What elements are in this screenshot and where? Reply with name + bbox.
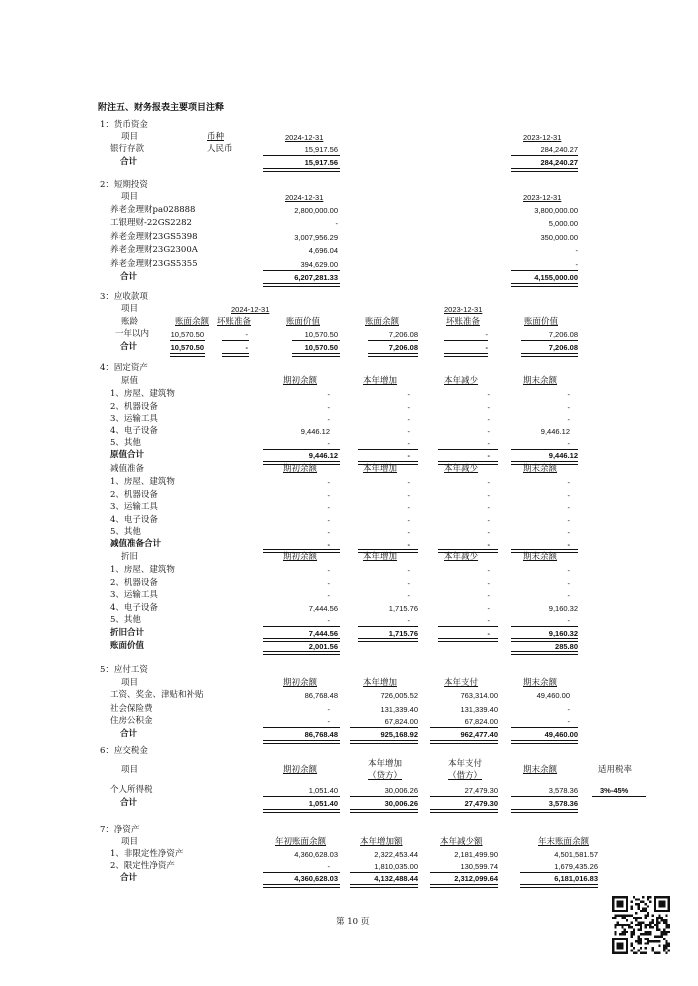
fa-col-begin: 期初余额	[283, 376, 318, 386]
double-rule	[263, 740, 340, 744]
tax-col-paid: 本年支付	[447, 759, 482, 769]
rule	[444, 340, 488, 341]
fa-row-value: -	[407, 591, 410, 600]
rule	[368, 340, 418, 341]
double-rule	[350, 809, 418, 813]
fa-col-increase: 本年增加	[363, 376, 398, 386]
fa-row-value: -	[567, 616, 570, 625]
fa-row-name: 5、其他	[110, 438, 141, 448]
receivable-total-value: 7,206.08	[388, 343, 418, 352]
fa-row-value: -	[567, 478, 570, 487]
fa-row-value: -	[567, 516, 570, 525]
short-inv-total-2023: 4,155,000.00	[534, 273, 578, 282]
receivable-total-value: -	[485, 343, 488, 352]
payroll-total-value: 962,477.40	[460, 730, 498, 739]
fa-row-value: -	[567, 403, 570, 412]
net-assets-col-begin: 年初账面余额	[275, 837, 327, 847]
fa-impairment-total: -	[327, 540, 330, 549]
page-number: 第 10 页	[336, 917, 370, 927]
double-rule	[170, 353, 205, 357]
fa-row-value: -	[567, 390, 570, 399]
short-inv-row-name: 养老金理财pa028888	[110, 205, 196, 215]
fa-row-value: -	[407, 616, 410, 625]
rule	[511, 449, 578, 450]
net-assets-row-value: 1,679,435.26	[554, 862, 598, 871]
rule	[511, 626, 578, 627]
fa-row-value: -	[487, 604, 490, 613]
short-inv-col-2023: 2023-12-31	[523, 193, 562, 202]
short-inv-row-name: 养老金理财23GS5355	[110, 259, 198, 269]
net-assets-col-increase: 本年增加额	[360, 837, 403, 847]
receivable-total-value: 7,206.08	[548, 343, 578, 352]
fa-row-name: 4、电子设备	[110, 426, 158, 436]
fa-col-increase: 本年增加	[363, 552, 398, 562]
section-short-investment-heading: 2：短期投资	[100, 180, 148, 190]
fa-row-value: -	[567, 579, 570, 588]
receivable-total-value: -	[245, 343, 248, 352]
fa-row-value: -	[407, 439, 410, 448]
tax-row-rate: 3%-45%	[600, 786, 629, 795]
short-inv-total-2024: 6,207,281.33	[294, 273, 338, 282]
short-inv-row-2023: 5,000.00	[548, 219, 578, 228]
fa-row-name: 3、运输工具	[110, 414, 158, 424]
payroll-row-name: 社会保险费	[110, 704, 153, 714]
tax-total-value: 3,578.36	[548, 799, 578, 808]
fa-row-value: -	[487, 591, 490, 600]
payroll-row-value: -	[567, 705, 570, 714]
receivable-total-value: 10,570.50	[170, 343, 204, 352]
fa-row-value: -	[327, 439, 330, 448]
cash-row-2024: 15,917.56	[304, 145, 338, 154]
section-fixed-assets-heading: 4：固定资产	[100, 363, 148, 373]
fa-row-value: -	[327, 591, 330, 600]
fa-row-value: -	[407, 579, 410, 588]
cash-row-name: 银行存款	[110, 144, 145, 154]
fa-col-begin: 期初余额	[283, 552, 318, 562]
net-assets-col-end: 年末账面余额	[538, 837, 590, 847]
receivable-sub-book-value: 账面价值	[286, 317, 321, 327]
payroll-row-value: 131,339.40	[380, 705, 418, 714]
fa-row-value: -	[327, 579, 330, 588]
fa-row-name: 2、机器设备	[110, 578, 158, 588]
double-rule	[292, 353, 340, 357]
rule	[430, 727, 498, 728]
fa-original-total-label: 原值合计	[110, 450, 145, 460]
rule	[263, 626, 340, 627]
short-inv-row-name: 工银理财-22GS2282	[110, 218, 192, 228]
short-inv-row-2024: 4,696.04	[308, 246, 338, 255]
fa-row-value: -	[567, 503, 570, 512]
tax-row-value: 3,578.36	[548, 786, 578, 795]
payroll-row-value: -	[327, 717, 330, 726]
double-rule	[222, 353, 249, 357]
rule	[430, 796, 498, 797]
receivable-total-value: 10,570.50	[304, 343, 338, 352]
double-rule	[444, 353, 488, 357]
fa-row-value: -	[407, 403, 410, 412]
payroll-col-paid: 本年支付	[444, 678, 479, 688]
double-rule	[511, 651, 578, 655]
fa-original-total: 9,446.12	[548, 451, 578, 460]
fa-row-value: -	[487, 427, 490, 436]
fa-row-value: -	[407, 427, 410, 436]
fa-depreciation-total: 9,160.32	[548, 629, 578, 638]
payroll-row-value: 726,005.52	[380, 691, 418, 700]
payroll-row-value: -	[567, 717, 570, 726]
receivable-col-2023: 2023-12-31	[444, 305, 483, 314]
payroll-row-value: 86,768.48	[304, 691, 338, 700]
cash-total-2024: 15,917.56	[304, 158, 338, 167]
fa-col-end: 期末余额	[523, 464, 558, 474]
receivable-row-value: -	[485, 330, 488, 339]
fa-row-value: 9,446.12	[540, 427, 570, 436]
section-net-assets-heading: 7：净资产	[100, 825, 140, 835]
receivable-row-name: 一年以内	[115, 329, 150, 339]
double-rule	[263, 651, 340, 655]
net-assets-row-value: 2,181,499.90	[454, 850, 498, 859]
rule	[511, 727, 578, 728]
section-payroll-heading: 5：应付工资	[100, 665, 148, 675]
fa-impairment-total-label: 减值准备合计	[110, 539, 162, 549]
fa-row-value: -	[487, 516, 490, 525]
cash-col-2023: 2023-12-31	[523, 133, 562, 142]
fa-row-name: 4、电子设备	[110, 603, 158, 613]
net-assets-col-item: 项目	[121, 837, 139, 847]
section-cash-heading: 1：货币资金	[100, 120, 148, 130]
section-tax-heading: 6：应交税金	[100, 746, 148, 756]
cash-total-2023: 284,240.27	[540, 158, 578, 167]
fa-row-value: -	[327, 566, 330, 575]
fa-row-value: -	[487, 528, 490, 537]
fa-row-name: 2、机器设备	[110, 490, 158, 500]
fa-row-name: 3、运输工具	[110, 502, 158, 512]
rule	[170, 340, 205, 341]
receivable-col-2024: 2024-12-31	[231, 305, 270, 314]
tax-row-value: 27,479.30	[464, 786, 498, 795]
rule	[592, 796, 646, 797]
net-assets-row-name: 2、限定性净资产	[110, 861, 175, 871]
net-assets-total-label: 合计	[120, 873, 138, 883]
short-inv-row-2024: 3,007,956.29	[294, 233, 338, 242]
double-rule	[263, 884, 340, 888]
fa-row-name: 4、电子设备	[110, 515, 158, 525]
fa-depreciation-total-label: 折旧合计	[110, 628, 145, 638]
fa-row-value: -	[487, 579, 490, 588]
fa-row-name: 3、运输工具	[110, 590, 158, 600]
rule	[511, 270, 578, 271]
net-assets-row-value: -	[327, 862, 330, 871]
short-inv-total-label: 合计	[120, 272, 138, 282]
fa-col-decrease: 本年减少	[444, 552, 479, 562]
net-assets-row-value: 4,360,628.03	[294, 850, 338, 859]
receivable-total-label: 合计	[120, 342, 138, 352]
fa-row-value: -	[327, 616, 330, 625]
fa-row-value: -	[407, 503, 410, 512]
receivable-row-value: 7,206.08	[548, 330, 578, 339]
rule	[438, 449, 498, 450]
fa-row-name: 1、房屋、建筑物	[110, 565, 175, 575]
fa-row-value: -	[327, 478, 330, 487]
tax-col-end: 期末余额	[523, 765, 558, 775]
tax-col-item: 项目	[121, 765, 139, 775]
tax-col-rate: 适用税率	[598, 765, 633, 775]
rule	[438, 626, 498, 627]
fixed-assets-depreciation-title: 折旧	[121, 552, 139, 562]
double-rule	[263, 168, 340, 172]
fa-row-value: -	[407, 390, 410, 399]
short-inv-row-2023: 350,000.00	[540, 233, 578, 242]
payroll-row-value: 49,460.00	[536, 691, 570, 700]
double-rule	[511, 740, 578, 744]
receivable-sub-book-value: 账面价值	[524, 317, 559, 327]
rule	[263, 796, 340, 797]
document-title: 附注五、财务报表主要项目注释	[98, 103, 225, 113]
fa-row-value: 7,444.56	[308, 604, 338, 613]
double-rule	[368, 353, 418, 357]
net-assets-total-value: 6,181,016.83	[554, 874, 598, 883]
fa-row-name: 2、机器设备	[110, 402, 158, 412]
fa-row-value: -	[407, 528, 410, 537]
net-assets-row-value: 1,810,035.00	[374, 862, 418, 871]
rule	[222, 340, 249, 341]
payroll-total-label: 合计	[120, 729, 138, 739]
double-rule	[263, 283, 340, 287]
fa-row-value: -	[567, 415, 570, 424]
net-assets-total-value: 4,360,628.03	[294, 874, 338, 883]
short-inv-row-2024: 394,629.00	[300, 260, 338, 269]
net-assets-row-value: 4,501,581.57	[554, 850, 598, 859]
fa-row-value: -	[327, 403, 330, 412]
short-inv-row-2023: -	[575, 246, 578, 255]
cash-total-label: 合计	[120, 157, 138, 167]
fa-row-value: 9,160.32	[548, 604, 578, 613]
double-rule	[350, 740, 418, 744]
fa-row-value: 9,446.12	[300, 427, 330, 436]
tax-col-increase-note: （贷方）	[367, 771, 402, 781]
tax-total-value: 27,479.30	[464, 799, 498, 808]
cash-col-item: 项目	[121, 132, 139, 142]
rule	[292, 340, 340, 341]
fa-row-value: -	[487, 403, 490, 412]
cash-row-2023: 284,240.27	[540, 145, 578, 154]
fa-original-total: -	[487, 451, 490, 460]
tax-row-name: 个人所得税	[110, 785, 153, 795]
rule	[350, 796, 418, 797]
short-inv-row-2024: 2,800,000.00	[294, 206, 338, 215]
double-rule	[430, 884, 498, 888]
fa-row-value: -	[567, 566, 570, 575]
receivable-row-value: 10,570.50	[170, 330, 204, 339]
payroll-row-value: 67,824.00	[384, 717, 418, 726]
fixed-assets-original-title: 原值	[121, 376, 139, 386]
rule	[263, 155, 340, 156]
receivable-col-item: 项目	[121, 304, 139, 314]
fa-row-value: -	[487, 503, 490, 512]
payroll-col-increase: 本年增加	[363, 678, 398, 688]
payroll-total-value: 86,768.48	[304, 730, 338, 739]
receivable-row-value: 7,206.08	[388, 330, 418, 339]
fa-col-end: 期末余额	[523, 376, 558, 386]
fa-impairment-total: -	[487, 540, 490, 549]
fa-row-value: -	[407, 478, 410, 487]
net-assets-total-value: 4,132,488.44	[374, 874, 418, 883]
rule	[358, 449, 418, 450]
fa-row-name: 5、其他	[110, 527, 141, 537]
tax-row-value: 1,051.40	[308, 786, 338, 795]
fa-book-value-label: 账面价值	[110, 641, 145, 651]
net-assets-row-value: 2,322,453.44	[374, 850, 418, 859]
receivable-sub-balance: 账面余额	[175, 317, 210, 327]
short-inv-col-item: 项目	[121, 192, 139, 202]
rule	[263, 449, 340, 450]
receivable-sub-aging: 账龄	[121, 317, 139, 327]
net-assets-row-name: 1、非限定性净资产	[110, 849, 184, 859]
payroll-row-value: 763,314.00	[460, 691, 498, 700]
fa-col-decrease: 本年减少	[444, 376, 479, 386]
rule	[263, 872, 340, 873]
short-inv-row-name: 养老金理财23GS5398	[110, 232, 198, 242]
tax-total-value: 30,006.26	[384, 799, 418, 808]
fa-row-value: -	[407, 566, 410, 575]
fa-depreciation-total: 1,715.76	[388, 629, 418, 638]
short-inv-row-2024: -	[335, 219, 338, 228]
double-rule	[520, 884, 598, 888]
double-rule	[430, 809, 498, 813]
tax-row-value: 30,006.26	[384, 786, 418, 795]
cash-col-currency: 币种	[207, 132, 225, 142]
fa-row-value: -	[407, 491, 410, 500]
payroll-col-item: 项目	[121, 678, 139, 688]
fa-original-total: 9,446.12	[308, 451, 338, 460]
payroll-row-value: -	[327, 705, 330, 714]
tax-total-label: 合计	[120, 798, 138, 808]
fa-row-value: -	[487, 415, 490, 424]
double-rule	[511, 809, 578, 813]
fa-row-name: 5、其他	[110, 615, 141, 625]
rule	[358, 626, 418, 627]
double-rule	[263, 809, 340, 813]
cash-col-2024: 2024-12-31	[285, 133, 324, 142]
fa-row-value: -	[567, 528, 570, 537]
payroll-col-begin: 期初余额	[283, 678, 318, 688]
fa-depreciation-total: 7,444.56	[308, 629, 338, 638]
fa-col-increase: 本年增加	[363, 464, 398, 474]
fa-row-name: 1、房屋、建筑物	[110, 477, 175, 487]
double-rule	[358, 638, 418, 642]
fa-col-decrease: 本年减少	[444, 464, 479, 474]
net-assets-col-decrease: 本年减少额	[440, 837, 483, 847]
fa-depreciation-total: -	[487, 629, 490, 638]
payroll-row-value: 131,339.40	[460, 705, 498, 714]
rule	[350, 872, 418, 873]
cash-row-currency: 人民币	[207, 144, 233, 154]
tax-col-increase: 本年增加	[367, 759, 402, 769]
fa-impairment-total: -	[567, 540, 570, 549]
fa-book-value-begin: 2,001.56	[308, 642, 338, 651]
fa-row-value: -	[487, 439, 490, 448]
fa-row-value: -	[487, 566, 490, 575]
rule	[263, 270, 340, 271]
fa-row-value: -	[567, 591, 570, 600]
fa-row-value: -	[487, 478, 490, 487]
payroll-total-value: 49,460.00	[544, 730, 578, 739]
tax-total-value: 1,051.40	[308, 799, 338, 808]
payroll-total-value: 925,168.92	[380, 730, 418, 739]
tax-col-begin: 期初余额	[283, 765, 318, 775]
payroll-row-name: 工资、奖金、津贴和补贴	[110, 690, 204, 700]
fa-row-value: -	[327, 503, 330, 512]
receivable-sub-balance: 账面余额	[365, 317, 400, 327]
tax-col-paid-note: （借方）	[447, 771, 482, 781]
qr-code-icon	[612, 896, 670, 954]
rule	[350, 727, 418, 728]
section-receivable-heading: 3：应收款项	[100, 292, 148, 302]
receivable-sub-bad-debt: 坏账准备	[446, 317, 481, 327]
fa-book-value-end: 285.80	[555, 642, 578, 651]
fa-row-value: -	[487, 390, 490, 399]
double-rule	[438, 638, 498, 642]
fa-row-value: -	[327, 415, 330, 424]
double-rule	[521, 353, 578, 357]
payroll-row-value: 67,824.00	[464, 717, 498, 726]
fa-row-value: -	[327, 528, 330, 537]
short-inv-row-2023: -	[575, 260, 578, 269]
fa-row-value: -	[487, 616, 490, 625]
fa-row-value: -	[327, 390, 330, 399]
rule	[511, 155, 578, 156]
fa-row-value: -	[407, 415, 410, 424]
rule	[511, 796, 578, 797]
fa-col-begin: 期初余额	[283, 464, 318, 474]
payroll-col-end: 期末余额	[523, 678, 558, 688]
fa-row-value: -	[487, 491, 490, 500]
short-inv-row-name: 养老金理财23G2300A	[110, 245, 198, 255]
fa-row-value: -	[567, 439, 570, 448]
net-assets-total-value: 2,312,099.64	[454, 874, 498, 883]
fa-impairment-total: -	[407, 540, 410, 549]
rule	[520, 872, 598, 873]
fa-col-end: 期末余额	[523, 552, 558, 562]
double-rule	[430, 740, 498, 744]
fa-row-value: -	[567, 491, 570, 500]
fa-row-name: 1、房屋、建筑物	[110, 389, 175, 399]
fa-row-value: 1,715.76	[388, 604, 418, 613]
receivable-row-value: -	[245, 330, 248, 339]
net-assets-row-value: 130,599.74	[460, 862, 498, 871]
short-inv-col-2024: 2024-12-31	[285, 193, 324, 202]
fa-row-value: -	[327, 491, 330, 500]
fa-row-value: -	[407, 516, 410, 525]
fa-row-value: -	[327, 516, 330, 525]
receivable-row-value: 10,570.50	[304, 330, 338, 339]
receivable-sub-bad-debt: 坏账准备	[217, 317, 252, 327]
fa-original-total: -	[407, 451, 410, 460]
fixed-assets-impairment-title: 减值准备	[110, 464, 145, 474]
rule	[521, 340, 578, 341]
payroll-row-name: 住房公积金	[110, 716, 153, 726]
rule	[430, 872, 498, 873]
short-inv-row-2023: 3,800,000.00	[534, 206, 578, 215]
double-rule	[511, 168, 578, 172]
rule	[263, 727, 340, 728]
double-rule	[511, 283, 578, 287]
double-rule	[350, 884, 418, 888]
